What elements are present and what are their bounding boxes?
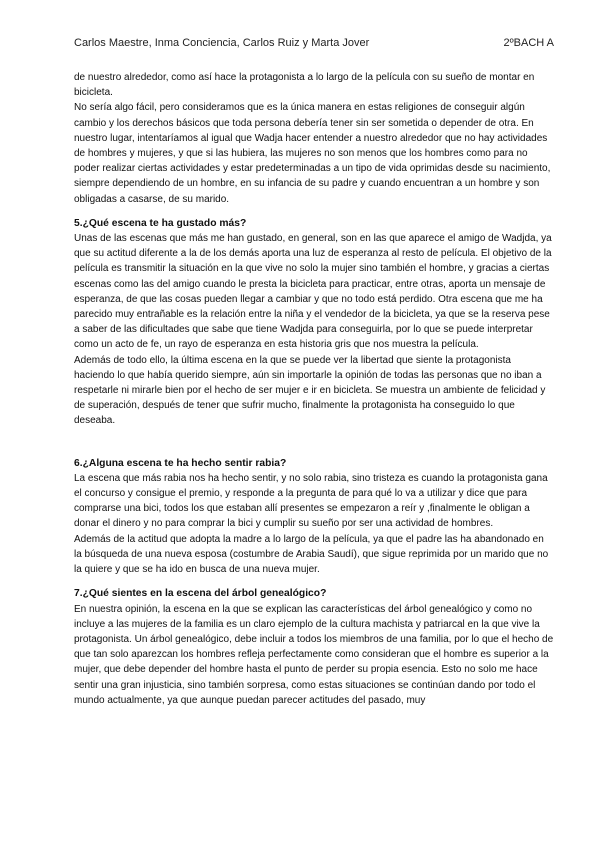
document-body	[74, 70, 554, 708]
question-6-heading: 6.¿Alguna escena te ha hecho sentir rabia?	[74, 457, 287, 469]
header-course: 2ºBACH A	[503, 37, 554, 49]
question-5-paragraph: Unas de las escenas que más me han gustado, en general, son en las que aparece el amigo de Wadjda, ya que su actitud diferente a la de los demás aporta una luz de esperanza al resto de película. El objetivo de la película es transmitir la situación en la que vive no solo la mujer sino también el hombre, y gracias a ciertas escenas como las del amigo cuando le presta la bicicleta para practicar, entre otras, aporta un mensaje de esperanza, de que las cosas pueden llegar a cambiar y que no todo está perdido. Otra escena que me ha parecido muy entrañable es la relación entre la niña y el vendedor de la bicicleta, ya que se la reserva pese a saber de las dificultades que sabe que tiene Wadjda para conseguirla, por lo que se puede interpretar como un acto de fe, un rayo de esperanza en esta historia gris que nos muestra la película.	[74, 233, 552, 351]
intro-paragraph: de nuestro alrededor, como así hace la protagonista a lo largo de la película con su sueño de montar en bicicleta.	[74, 72, 535, 99]
question-5-paragraph: Además de todo ello, la última escena en la que se puede ver la libertad que siente la protagonista haciendo lo que había querido siempre, aún sin importarle la opinión de todas las personas que no iban a respetarle ni mirarle bien por el hecho de ser mujer e ir en bicicleta. Se muestra un ambiente de felicidad y de superación, después de tener que sufrir mucho, finalmente la protagonista ha conseguido lo que deseaba.	[74, 354, 546, 427]
question-7-paragraph: En nuestra opinión, la escena en la que se explican las características del árbol genealógico y como no incluye a las mujeres de la familia es un claro ejemplo de la cultura machista y patriarcal en la que vive la protagonista. Un árbol genealógico, debe incluir a todos los miembros de una familia, por lo que el hecho de que tan solo aparezcan los hombres refleja perfectamente como consideran que el hombre es superior a la mujer, que debe depender del hombre hasta el punto de perder su propia esencia. Esto no solo me hace sentir una gran injusticia, sino también sorpresa, como estas situaciones se continúan dando por todo el mundo actualmente, ya que aunque puedan parecer actitudes del pasado, muy	[74, 603, 554, 706]
question-6-paragraph: Además de la actitud que adopta la madre a lo largo de la película, ya que el padre las ha abandonado en la búsqueda de una nueva esposa (costumbre de Arabia Saudí), que sigue reprimida por un marido que no la quiere y que se ha ido en busca de una nueva mujer.	[74, 533, 549, 576]
question-7-heading: 7.¿Qué sientes en la escena del árbol genealógico?	[74, 588, 327, 600]
header-authors: Carlos Maestre, Inma Conciencia, Carlos Ruiz y Marta Jover	[74, 37, 370, 49]
question-5-heading: 5.¿Qué escena te ha gustado más?	[74, 217, 247, 229]
question-6-paragraph: La escena que más rabia nos ha hecho sentir, y no solo rabia, sino tristeza es cuando la protagonista gana el concurso y consigue el premio, y responde a la pregunta de para qué lo va a utilizar y dice que para comprarse una bici, todos los que estaban allí presentes se empezaron a reír y ,finalmente le obligan a donar el dinero y no para comprar la bici y cumplir su sueño por ser una actividad de hombres.	[74, 472, 548, 530]
page-header	[74, 37, 554, 49]
intro-paragraph: No sería algo fácil, pero consideramos que es la única manera en estas religiones de conseguir algún cambio y los derechos básicos que toda persona debería tener sin ser sometida o depender de otra. En nuestro lugar, intentaríamos al igual que Wadja hacer entender a nuestro alrededor que no hay actividades de hombres y mujeres, y que si las hubiera, las mujeres no son menos que los hombres como para no poder realizar ciertas actividades y estar predeterminadas a un tipo de vida oprimidas desde su nacimiento, siempre dependiendo de un hombre, en su infancia de su padre y cuando encuentran a un hombre y son obligadas a casarse, de su marido.	[74, 102, 551, 205]
